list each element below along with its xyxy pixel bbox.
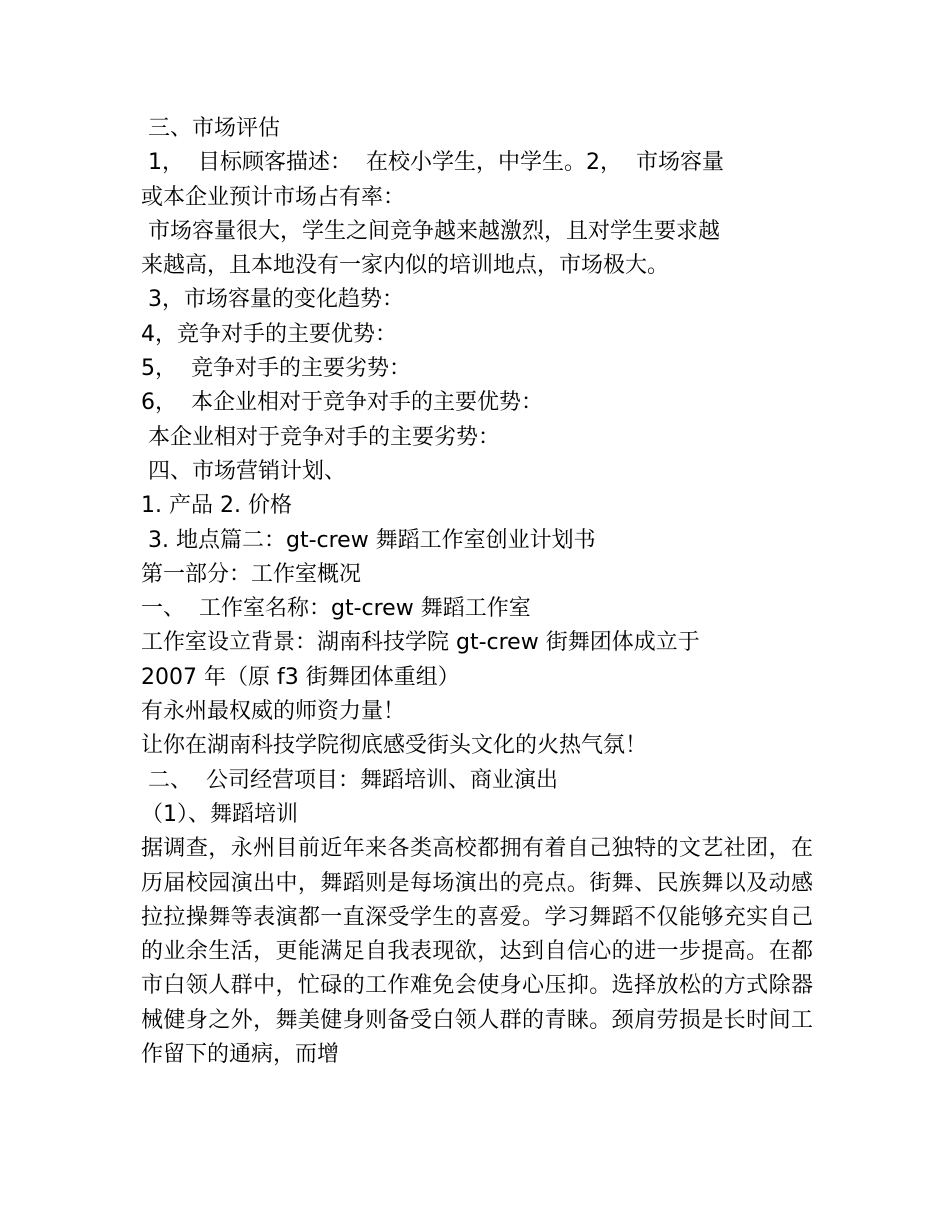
body-paragraph: 据调查，永州目前近年来各类高校都拥有着自己独特的文艺社团，在历届校园演出中，舞蹈则是每场演出的亮点。街舞、民族舞以及动感拉拉操舞等表演都一直深受学生的喜爱。学习舞蹈不仅能够充实自己的业余生活，更能满足自我表现欲，达到自信心的进一步提高。在都市白领人群中，忙碌的工作难免会使身心压抑。选择放松的方式除器械健身之外，舞美健身则备受白领人群的青睐。颈肩劳损是长时间工作留下的通病，而增 — [141, 836, 813, 1068]
document-body — [141, 112, 813, 1072]
text-line: 2007 年（原 f3 街舞团体重组） — [141, 664, 460, 690]
part-heading-studio-overview: 第一部分：工作室概况 — [141, 561, 362, 587]
text-line: 1， 目标顾客描述： 在校小学生，中学生。2， 市场容量 — [141, 150, 724, 176]
section-heading-marketing-plan: 四、市场营销计划、 — [141, 458, 346, 484]
text-line: 本企业相对于竞争对手的主要劣势： — [141, 424, 500, 450]
section-heading-business-items: 二、 公司经营项目：舞蹈培训、商业演出 — [141, 767, 558, 793]
text-line: 或本企业预计市场占有率： — [141, 184, 406, 210]
text-line: 工作室设立背景：湖南科技学院 gt-crew 街舞团体成立于 — [141, 630, 700, 656]
text-line: 让你在湖南科技学院彻底感受街头文化的火热气氛！ — [141, 733, 648, 759]
text-line: 4，竞争对手的主要优势： — [141, 321, 397, 347]
text-line: 3，市场容量的变化趋势： — [141, 287, 404, 313]
text-line: 1. 产品 2. 价格 — [141, 493, 292, 519]
text-line: 3. 地点篇二：gt-crew 舞蹈工作室创业计划书 — [141, 527, 596, 553]
text-line: 5， 竞争对手的主要劣势： — [141, 356, 411, 382]
text-line: 来越高，且本地没有一家内似的培训地点，市场极大。 — [141, 253, 670, 279]
section-heading-market-assessment: 三、市场评估 — [141, 116, 280, 141]
text-line: 6， 本企业相对于竞争对手的主要优势： — [141, 390, 543, 416]
text-line: 有永州最权威的师资力量！ — [141, 699, 406, 725]
text-line: 市场容量很大，学生之间竞争越来越激烈，且对学生要求越 — [141, 218, 720, 244]
text-line: （1）、舞蹈培训 — [141, 801, 298, 827]
text-line: 一、 工作室名称：gt-crew 舞蹈工作室 — [141, 596, 531, 622]
